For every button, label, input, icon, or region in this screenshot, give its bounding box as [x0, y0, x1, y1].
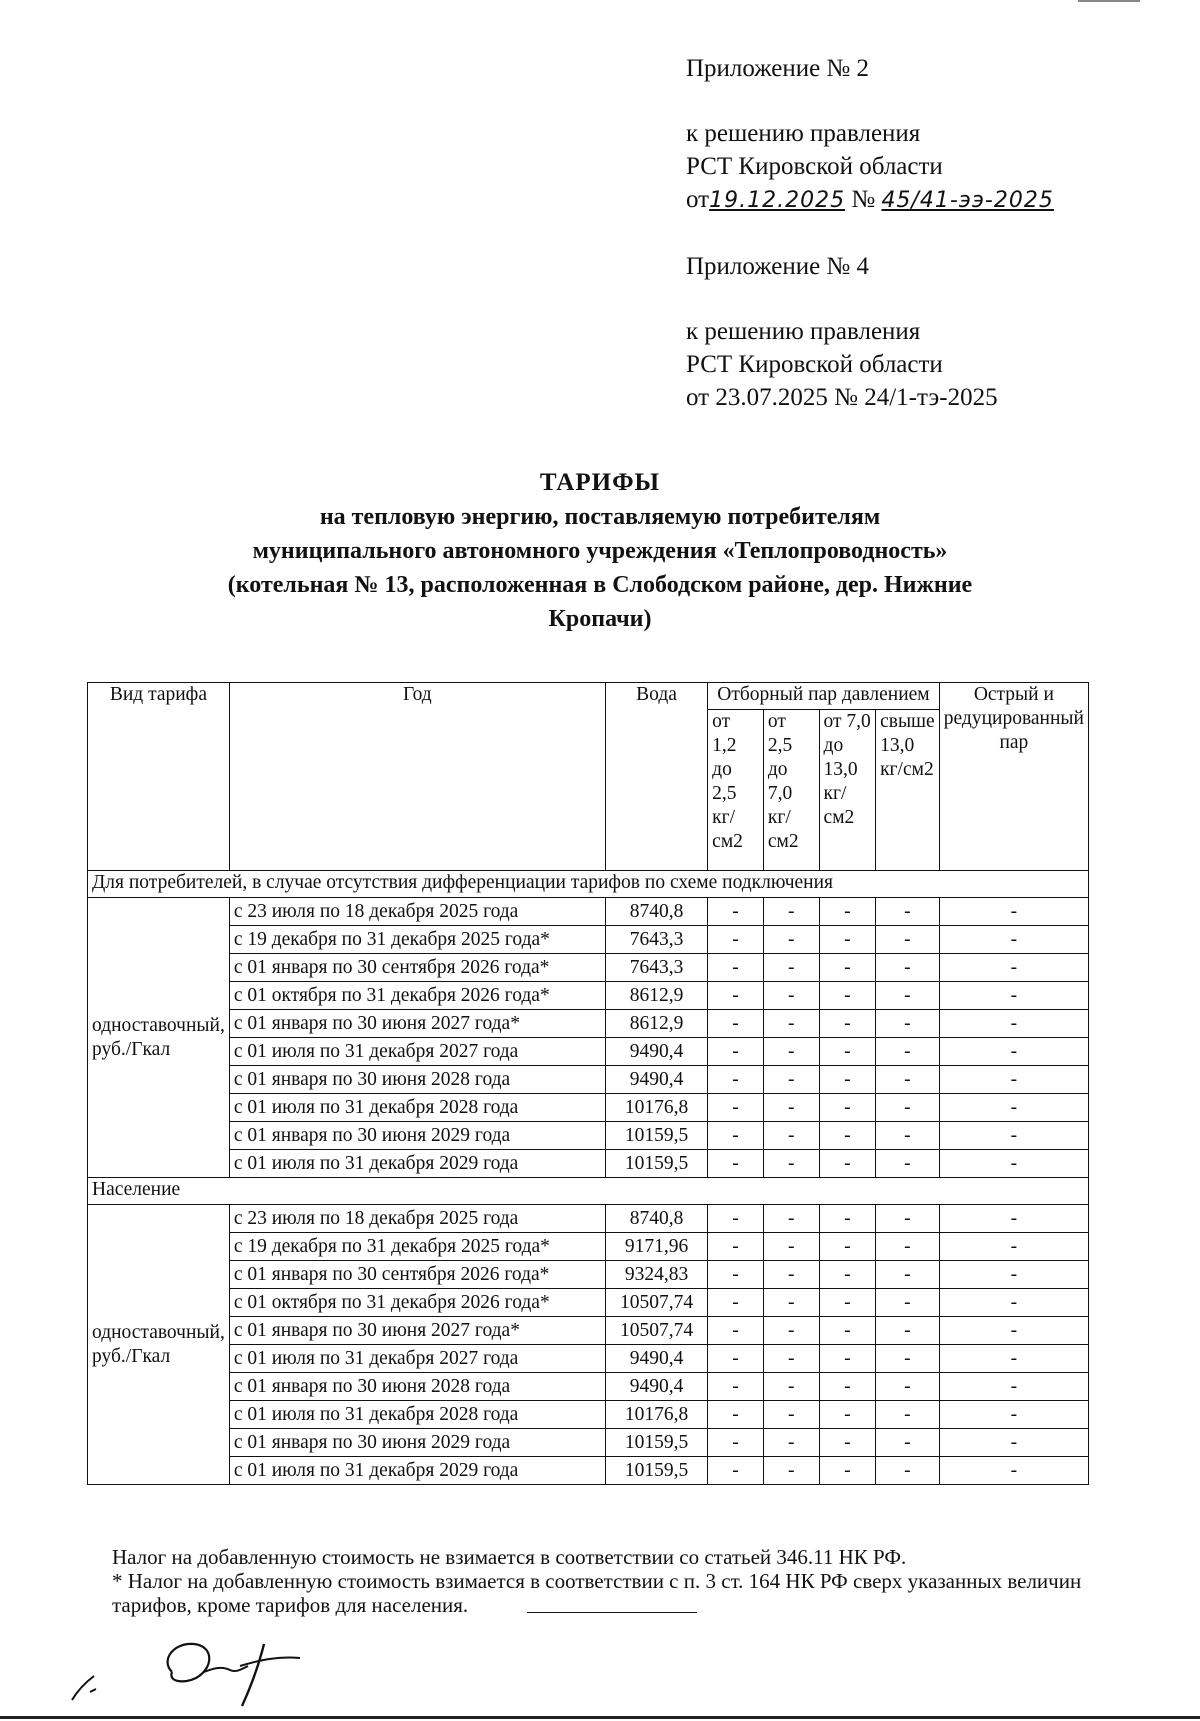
- steam-2-cell: -: [763, 1401, 819, 1429]
- steam-2-cell: -: [763, 1373, 819, 1401]
- steam-1-cell: -: [708, 1457, 764, 1485]
- water-tariff-cell: 8740,8: [605, 1205, 707, 1233]
- live-steam-cell: -: [939, 1038, 1088, 1066]
- steam-1-cell: -: [708, 1289, 764, 1317]
- steam-4-cell: -: [876, 1429, 940, 1457]
- water-tariff-cell: 9490,4: [605, 1373, 707, 1401]
- live-steam-cell: -: [939, 1317, 1088, 1345]
- live-steam-cell: -: [939, 926, 1088, 954]
- steam-2-cell: -: [763, 1066, 819, 1094]
- period-cell: с 01 июля по 31 декабря 2029 года: [229, 1457, 605, 1485]
- steam-1-cell: -: [708, 1205, 764, 1233]
- steam-4-cell: -: [876, 1094, 940, 1122]
- steam-2-cell: -: [763, 1261, 819, 1289]
- water-tariff-cell: 10507,74: [605, 1317, 707, 1345]
- table-row: [88, 926, 1089, 954]
- steam-4-cell: -: [876, 1038, 940, 1066]
- steam-4-cell: -: [876, 1233, 940, 1261]
- appendix-2-line2: РСТ Кировской области: [686, 153, 943, 180]
- water-tariff-cell: 10507,74: [605, 1289, 707, 1317]
- section-population: [88, 1178, 1089, 1485]
- steam-1-cell: -: [708, 982, 764, 1010]
- header-steam-2: от 2,5 до 7,0 кг/см2: [763, 710, 819, 871]
- steam-2-cell: -: [763, 1317, 819, 1345]
- steam-3-cell: -: [819, 1345, 876, 1373]
- appendix-4-block: [686, 250, 1166, 414]
- scan-edge-mark: [1078, 0, 1140, 2]
- period-cell: с 01 июля по 31 декабря 2028 года: [229, 1094, 605, 1122]
- header-ostry: Острый и редуцированный пар: [939, 683, 1088, 871]
- steam-3-cell: -: [819, 1094, 876, 1122]
- steam-1-cell: -: [708, 1373, 764, 1401]
- section-population-title: Население: [88, 1178, 1089, 1205]
- title-line4: Кропачи): [548, 606, 652, 632]
- steam-4-cell: -: [876, 1261, 940, 1289]
- water-tariff-cell: 8612,9: [605, 1010, 707, 1038]
- header-god: Год: [229, 683, 605, 871]
- live-steam-cell: -: [939, 1010, 1088, 1038]
- separator-line: [527, 1612, 697, 1613]
- water-tariff-cell: 10159,5: [605, 1150, 707, 1178]
- steam-2-cell: -: [763, 1094, 819, 1122]
- steam-3-cell: -: [819, 1401, 876, 1429]
- steam-3-cell: -: [819, 982, 876, 1010]
- table-row: [88, 1038, 1089, 1066]
- steam-4-cell: -: [876, 982, 940, 1010]
- table-row: [88, 1289, 1089, 1317]
- header-steam-4: свыше 13,0 кг/см2: [876, 710, 940, 871]
- header-steam-3: от 7,0 до 13,0 кг/см2: [819, 710, 876, 871]
- appendix-2-number-prefix: №: [845, 186, 882, 213]
- steam-2-cell: -: [763, 1429, 819, 1457]
- steam-2-cell: -: [763, 1038, 819, 1066]
- live-steam-cell: -: [939, 1233, 1088, 1261]
- header-steam-group: Отборный пар давлением: [708, 683, 940, 710]
- period-cell: с 01 января по 30 июня 2029 года: [229, 1429, 605, 1457]
- steam-1-cell: -: [708, 1010, 764, 1038]
- period-cell: с 23 июля по 18 декабря 2025 года: [229, 1205, 605, 1233]
- steam-3-cell: -: [819, 1038, 876, 1066]
- period-cell: с 01 января по 30 июня 2027 года*: [229, 1010, 605, 1038]
- steam-2-cell: -: [763, 1205, 819, 1233]
- appendix-2-date: 19.12.2025: [709, 188, 846, 213]
- tariff-type-cell: одноставочный, руб./Гкал: [88, 1205, 230, 1485]
- steam-1-cell: -: [708, 1429, 764, 1457]
- steam-3-cell: -: [819, 1429, 876, 1457]
- section-consumers: [88, 871, 1089, 1178]
- steam-2-cell: -: [763, 1122, 819, 1150]
- steam-3-cell: -: [819, 1373, 876, 1401]
- period-cell: с 01 января по 30 июня 2028 года: [229, 1373, 605, 1401]
- live-steam-cell: -: [939, 954, 1088, 982]
- water-tariff-cell: 10159,5: [605, 1429, 707, 1457]
- period-cell: с 19 декабря по 31 декабря 2025 года*: [229, 926, 605, 954]
- steam-3-cell: -: [819, 1289, 876, 1317]
- water-tariff-cell: 7643,3: [605, 926, 707, 954]
- steam-4-cell: -: [876, 1401, 940, 1429]
- steam-4-cell: -: [876, 1010, 940, 1038]
- steam-3-cell: -: [819, 1150, 876, 1178]
- steam-1-cell: -: [708, 954, 764, 982]
- live-steam-cell: -: [939, 1205, 1088, 1233]
- table-row: [88, 982, 1089, 1010]
- steam-1-cell: -: [708, 1345, 764, 1373]
- water-tariff-cell: 9490,4: [605, 1345, 707, 1373]
- live-steam-cell: -: [939, 1457, 1088, 1485]
- note-vat-charged: * Налог на добавленную стоимость взимается в соответствии с п. 3 ст. 164 НК РФ сверх указанных величин тарифов, кроме тарифов для населения.: [112, 1569, 1082, 1617]
- steam-1-cell: -: [708, 1317, 764, 1345]
- table-row: [88, 1150, 1089, 1178]
- water-tariff-cell: 10159,5: [605, 1457, 707, 1485]
- title-line3: (котельная № 13, расположенная в Слободском районе, дер. Нижние: [227, 572, 973, 598]
- steam-3-cell: -: [819, 1122, 876, 1150]
- tariffs-table: [87, 682, 1089, 1485]
- steam-1-cell: -: [708, 1401, 764, 1429]
- steam-2-cell: -: [763, 898, 819, 926]
- steam-1-cell: -: [708, 1261, 764, 1289]
- steam-1-cell: -: [708, 1066, 764, 1094]
- period-cell: с 01 января по 30 июня 2027 года*: [229, 1317, 605, 1345]
- table-row: [88, 1457, 1089, 1485]
- table-row: [88, 1373, 1089, 1401]
- section-consumers-title: Для потребителей, в случае отсутствия дифференциации тарифов по схеме подключения: [88, 871, 1089, 898]
- table-row: [88, 1429, 1089, 1457]
- header-steam-1: от 1,2 до 2,5 кг/см2: [708, 710, 764, 871]
- steam-3-cell: -: [819, 926, 876, 954]
- live-steam-cell: -: [939, 1066, 1088, 1094]
- steam-3-cell: -: [819, 1233, 876, 1261]
- steam-3-cell: -: [819, 1205, 876, 1233]
- live-steam-cell: -: [939, 1150, 1088, 1178]
- tariff-type-cell: одноставочный, руб./Гкал: [88, 898, 230, 1178]
- steam-2-cell: -: [763, 1289, 819, 1317]
- steam-3-cell: -: [819, 1066, 876, 1094]
- steam-4-cell: -: [876, 1066, 940, 1094]
- header-voda: Вода: [605, 683, 707, 871]
- period-cell: с 01 июля по 31 декабря 2029 года: [229, 1150, 605, 1178]
- steam-2-cell: -: [763, 1010, 819, 1038]
- appendix-2-line1: к решению правления: [686, 120, 921, 147]
- title-main: ТАРИФЫ: [539, 469, 661, 496]
- header-vid: Вид тарифа: [88, 683, 230, 871]
- steam-1-cell: -: [708, 926, 764, 954]
- appendix-2-block: [686, 52, 1166, 217]
- water-tariff-cell: 9490,4: [605, 1066, 707, 1094]
- steam-2-cell: -: [763, 926, 819, 954]
- water-tariff-cell: 8740,8: [605, 898, 707, 926]
- live-steam-cell: -: [939, 1429, 1088, 1457]
- appendix-2-number: 45/41-ээ-2025: [881, 188, 1054, 213]
- steam-1-cell: -: [708, 1150, 764, 1178]
- water-tariff-cell: 9171,96: [605, 1233, 707, 1261]
- steam-2-cell: -: [763, 1457, 819, 1485]
- steam-4-cell: -: [876, 954, 940, 982]
- steam-4-cell: -: [876, 1122, 940, 1150]
- appendix-2-from-prefix: от: [686, 186, 710, 213]
- period-cell: с 01 июля по 31 декабря 2027 года: [229, 1345, 605, 1373]
- live-steam-cell: -: [939, 1289, 1088, 1317]
- steam-4-cell: -: [876, 1373, 940, 1401]
- appendix-4-title: Приложение № 4: [686, 253, 870, 280]
- note-vat-exempt: Налог на добавленную стоимость не взимается в соответствии со статьей 346.11 НК РФ.: [112, 1545, 907, 1569]
- water-tariff-cell: 10159,5: [605, 1122, 707, 1150]
- live-steam-cell: -: [939, 1401, 1088, 1429]
- table-row: [88, 954, 1089, 982]
- steam-2-cell: -: [763, 1345, 819, 1373]
- appendix-4-line1: к решению правления: [686, 318, 921, 345]
- appendix-4-line3: от 23.07.2025 № 24/1-тэ-2025: [686, 384, 998, 411]
- water-tariff-cell: 7643,3: [605, 954, 707, 982]
- appendix-2-title: Приложение № 2: [686, 55, 870, 82]
- water-tariff-cell: 9490,4: [605, 1038, 707, 1066]
- steam-2-cell: -: [763, 1233, 819, 1261]
- table-row: [88, 1261, 1089, 1289]
- scan-bottom-edge: [0, 1716, 1200, 1719]
- table-row: [88, 1066, 1089, 1094]
- live-steam-cell: -: [939, 1094, 1088, 1122]
- period-cell: с 01 января по 30 сентября 2026 года*: [229, 954, 605, 982]
- period-cell: с 01 июля по 31 декабря 2028 года: [229, 1401, 605, 1429]
- table-row: [88, 898, 1089, 926]
- steam-4-cell: -: [876, 898, 940, 926]
- steam-4-cell: -: [876, 1150, 940, 1178]
- steam-4-cell: -: [876, 926, 940, 954]
- live-steam-cell: -: [939, 1345, 1088, 1373]
- table-row: [88, 1317, 1089, 1345]
- live-steam-cell: -: [939, 1122, 1088, 1150]
- title-line1: на тепловую энергию, поставляемую потребителям: [319, 504, 881, 530]
- table-row: [88, 1205, 1089, 1233]
- water-tariff-cell: 9324,83: [605, 1261, 707, 1289]
- steam-3-cell: -: [819, 1457, 876, 1485]
- period-cell: с 01 января по 30 июня 2029 года: [229, 1122, 605, 1150]
- steam-3-cell: -: [819, 1261, 876, 1289]
- steam-4-cell: -: [876, 1345, 940, 1373]
- footnotes: [112, 1545, 1092, 1617]
- water-tariff-cell: 10176,8: [605, 1401, 707, 1429]
- signature-mark: [64, 1620, 324, 1715]
- appendix-2-line3: [686, 183, 1166, 217]
- water-tariff-cell: 10176,8: [605, 1094, 707, 1122]
- table-row: [88, 1094, 1089, 1122]
- steam-4-cell: -: [876, 1457, 940, 1485]
- period-cell: с 01 октября по 31 декабря 2026 года*: [229, 982, 605, 1010]
- water-tariff-cell: 8612,9: [605, 982, 707, 1010]
- steam-4-cell: -: [876, 1289, 940, 1317]
- steam-2-cell: -: [763, 1150, 819, 1178]
- period-cell: с 01 января по 30 июня 2028 года: [229, 1066, 605, 1094]
- table-row: [88, 1010, 1089, 1038]
- live-steam-cell: -: [939, 898, 1088, 926]
- steam-4-cell: -: [876, 1317, 940, 1345]
- steam-3-cell: -: [819, 898, 876, 926]
- steam-3-cell: -: [819, 1010, 876, 1038]
- steam-1-cell: -: [708, 1094, 764, 1122]
- document-title: [140, 466, 1060, 636]
- steam-2-cell: -: [763, 954, 819, 982]
- steam-3-cell: -: [819, 954, 876, 982]
- steam-1-cell: -: [708, 898, 764, 926]
- steam-1-cell: -: [708, 1233, 764, 1261]
- steam-3-cell: -: [819, 1317, 876, 1345]
- live-steam-cell: -: [939, 1261, 1088, 1289]
- period-cell: с 01 января по 30 сентября 2026 года*: [229, 1261, 605, 1289]
- table-row: [88, 1233, 1089, 1261]
- period-cell: с 23 июля по 18 декабря 2025 года: [229, 898, 605, 926]
- period-cell: с 01 октября по 31 декабря 2026 года*: [229, 1289, 605, 1317]
- steam-2-cell: -: [763, 982, 819, 1010]
- table-row: [88, 1345, 1089, 1373]
- table-row: [88, 1401, 1089, 1429]
- live-steam-cell: -: [939, 1373, 1088, 1401]
- steam-1-cell: -: [708, 1122, 764, 1150]
- period-cell: с 01 июля по 31 декабря 2027 года: [229, 1038, 605, 1066]
- steam-4-cell: -: [876, 1205, 940, 1233]
- appendix-4-line2: РСТ Кировской области: [686, 351, 943, 378]
- steam-1-cell: -: [708, 1038, 764, 1066]
- title-line2: муниципального автономного учреждения «Теплопроводность»: [252, 538, 948, 564]
- live-steam-cell: -: [939, 982, 1088, 1010]
- table-row: [88, 1122, 1089, 1150]
- period-cell: с 19 декабря по 31 декабря 2025 года*: [229, 1233, 605, 1261]
